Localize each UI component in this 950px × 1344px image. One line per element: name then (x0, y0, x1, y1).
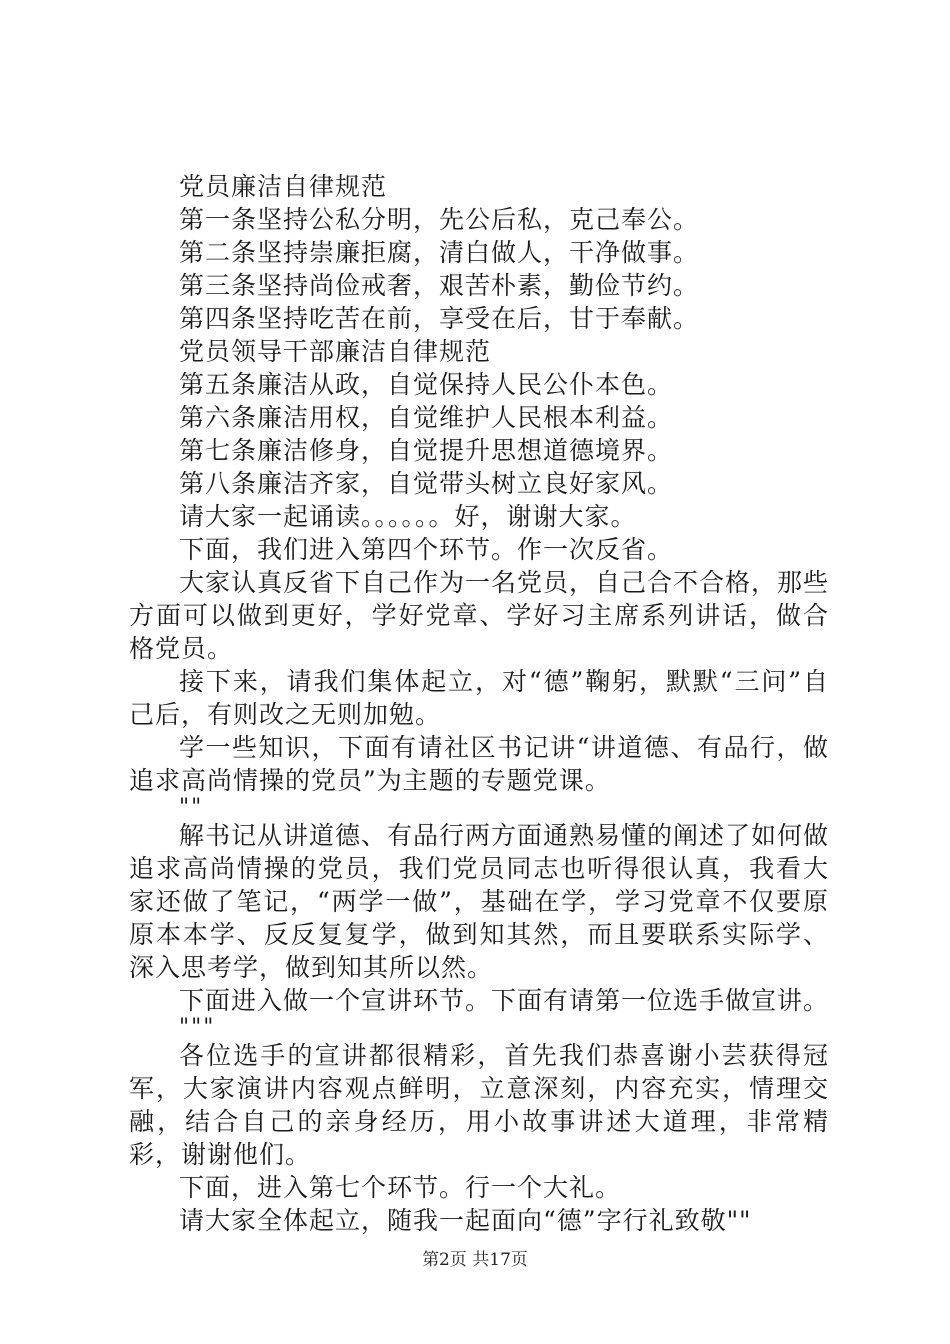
paragraph-article-8: 第八条廉洁齐家，自觉带头树立良好家风。 (179, 469, 674, 498)
paragraph-reflection: 大家认真反省下自己作为一名党员，自己合不合格，那些方面可以做到更好，学好党章、学好习主席系列讲话，做合格党员。 (129, 568, 830, 663)
quote-marks-2: """ (179, 1015, 216, 1040)
paragraph-stage-7: 下面，进入第七个环节。行一个大礼。 (179, 1173, 622, 1202)
paragraph-article-1: 第一条坚持公私分明，先公后私，克己奉公。 (179, 205, 700, 234)
paragraph-article-3: 第三条坚持尚俭戒奢，艰苦朴素，勤俭节约。 (179, 271, 700, 300)
paragraph-article-6: 第六条廉洁用权，自觉维护人民根本利益。 (179, 403, 674, 432)
paragraph-speech-summary: 各位选手的宣讲都很精彩，首先我们恭喜谢小芸获得冠军，大家演讲内容观点鲜明，立意深刻，内容充实，情理交融，结合自己的亲身经历，用小故事讲述大道理，非常精彩，谢谢他们。 (129, 1041, 829, 1169)
page-footer: 第2页 共17页 (422, 1250, 528, 1270)
section-heading-party-member-norms: 党员廉洁自律规范 (179, 172, 388, 201)
paragraph-lecture-summary: 解书记从讲道德、有品行两方面通熟易懂的阐述了如何做追求高尚情操的党员，我们党员同志也听得很认真，我看大家还做了笔记，“两学一做”，基础在学，学习党章不仅要原原本本学、反反复复学，做到知其然，而且要联系实际学、深入思考学，做到知其所以然。 (129, 821, 830, 982)
section-heading-leader-norms: 党员领导干部廉洁自律规范 (179, 337, 492, 366)
paragraph-lecture-intro: 学一些知识，下面有请社区书记讲“讲道德、有品行，做追求高尚情操的党员”为主题的专题党课。 (129, 733, 829, 795)
paragraph-stage-4: 下面，我们进入第四个环节。作一次反省。 (179, 535, 674, 564)
paragraph-article-5: 第五条廉洁从政，自觉保持人民公仆本色。 (179, 370, 674, 399)
document-body (129, 170, 829, 1237)
paragraph-article-7: 第七条廉洁修身，自觉提升思想道德境界。 (179, 436, 674, 465)
quote-marks-1: "" (179, 795, 204, 820)
paragraph-bow: 接下来，请我们集体起立，对“德”鞠躬，默默“三问”自己后，有则改之无则加勉。 (129, 667, 830, 729)
paragraph-speech-intro: 下面进入做一个宣讲环节。下面有请第一位选手做宣讲。 (179, 986, 830, 1015)
paragraph-article-2: 第二条坚持崇廉拒腐，清白做人，干净做事。 (179, 238, 700, 267)
paragraph-article-4: 第四条坚持吃苦在前，享受在后，甘于奉献。 (179, 304, 700, 333)
paragraph-recite: 请大家一起诵读。。。。。。好，谢谢大家。 (179, 502, 637, 531)
paragraph-salute: 请大家全体起立，随我一起面向“德”字行礼致敬"" (179, 1206, 752, 1235)
